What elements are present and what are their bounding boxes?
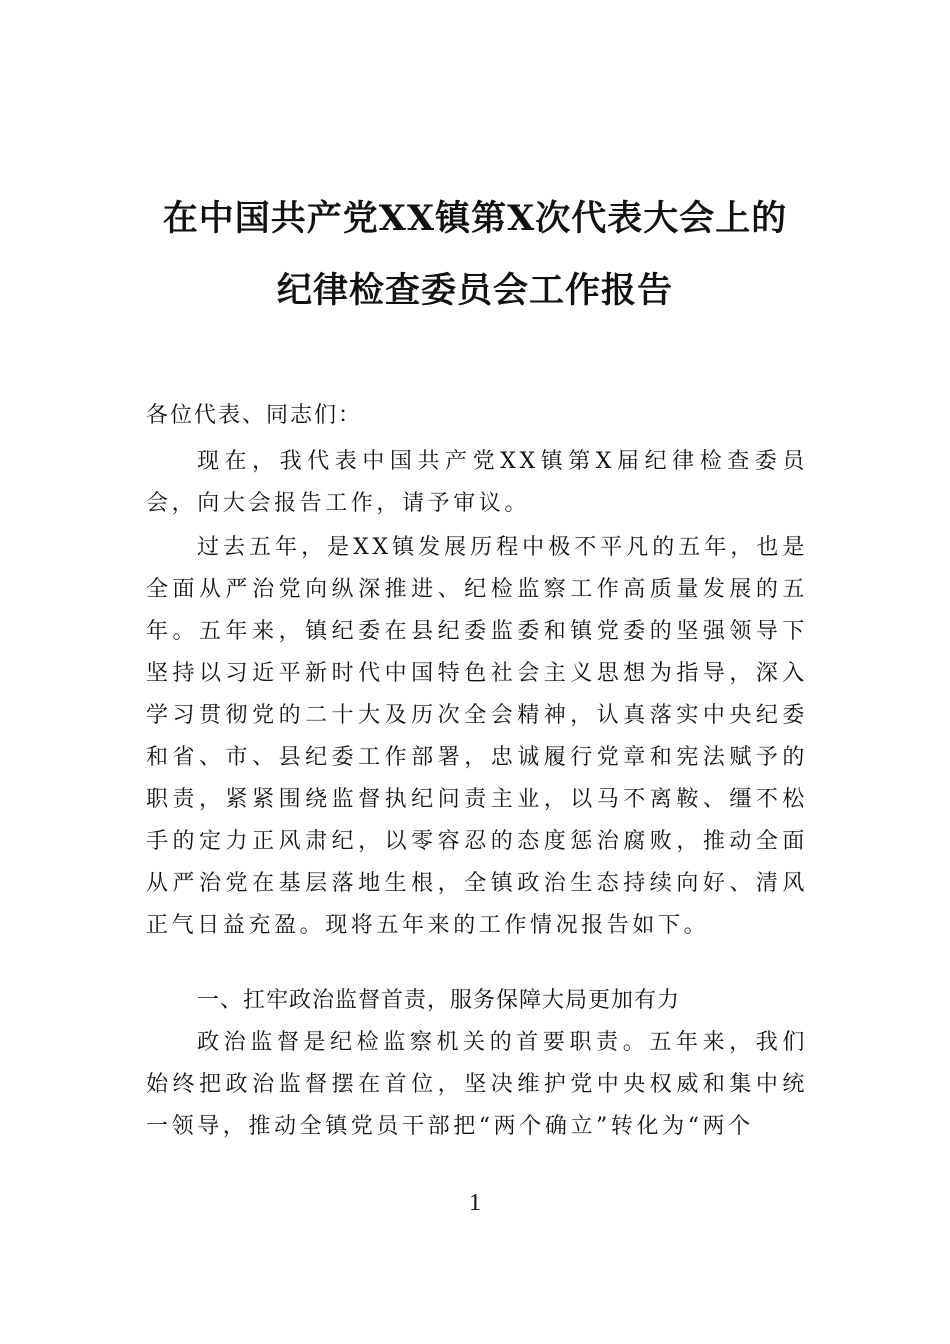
- document-title-line-1: 在中国共产党XX镇第X次代表大会上的: [162, 198, 788, 239]
- paragraph-opening: 现在，我代表中国共产党XX镇第X届纪律检查委员会，向大会报告工作，请予审议。: [146, 449, 808, 516]
- paragraph-political-supervision: 政治监督是纪检监察机关的首要职责。五年来，我们始终把政治监督摆在首位，坚决维护党中央权威和集中统一领导，推动全镇党员干部把“两个确立”转化为“两个: [146, 1030, 808, 1139]
- paragraph-review: 过去五年，是XX镇发展历程中极不平凡的五年，也是全面从严治党向纵深推进、纪检监察工作高质量发展的五年。五年来，镇纪委在县纪委监委和镇党委的坚强领导下坚持以习近平新时代中国特色社会主义思想为指导，深入学习贯彻党的二十大及历次全会精神，认真落实中央纪委和省、市、县纪委工作部署，忠诚履行党章和宪法赋予的职责，紧紧围绕监督执纪问责主业，以马不离鞍、缰不松手的定力正风肃纪，以零容忍的态度惩治腐败，推动全面从严治党在基层落地生根，全镇政治生态持续向好、清风正气日益充盈。现将五年来的工作情况报告如下。: [146, 535, 808, 938]
- page-number: 1: [469, 1190, 481, 1216]
- section-heading: 一、扛牢政治监督首责，服务保障大局更加有力: [197, 988, 681, 1013]
- document-title-line-2: 纪律检查委员会工作报告: [276, 270, 673, 311]
- salutation: 各位代表、同志们：: [146, 403, 363, 428]
